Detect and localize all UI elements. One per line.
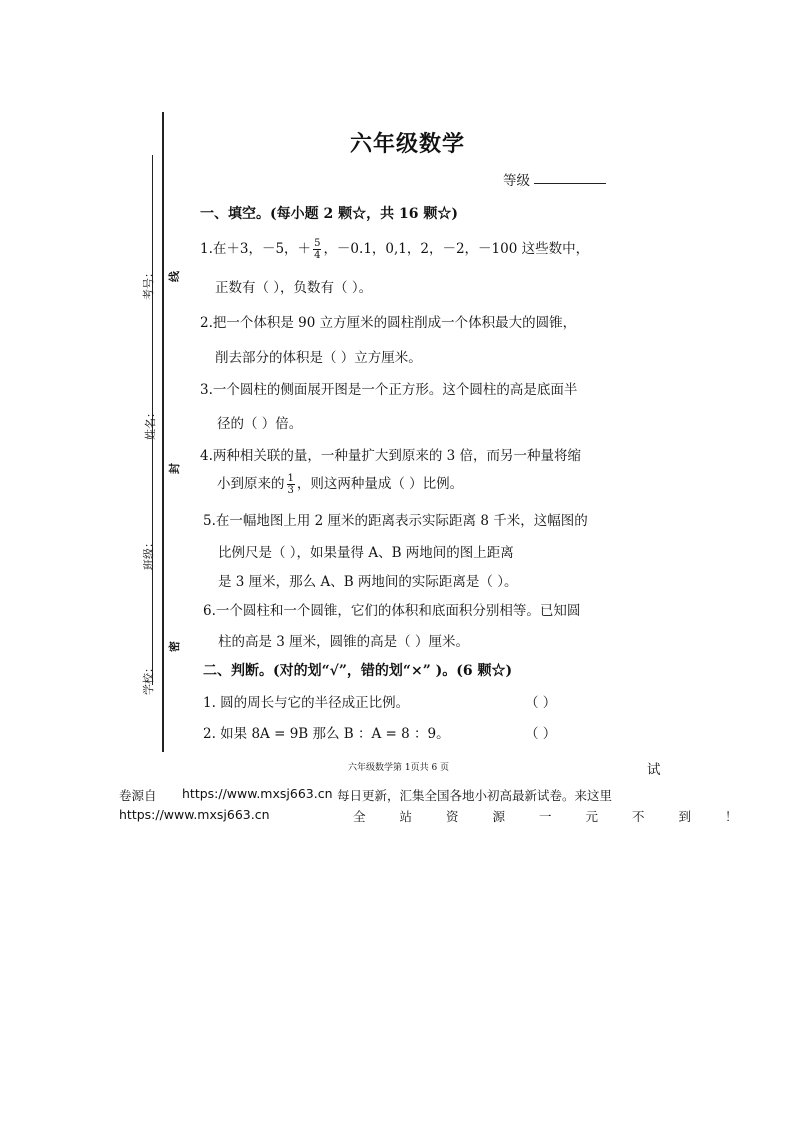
q6-line2: 柱的高是 3 厘米，圆锥的高是（ ）厘米。 bbox=[218, 634, 469, 650]
q1-text-a: 1.在＋3，－5，＋ bbox=[200, 241, 312, 257]
name-label: 姓名： bbox=[144, 407, 157, 440]
school-label: 学校： bbox=[142, 662, 155, 695]
frac-den: 3 bbox=[287, 485, 294, 496]
q4-line2 bbox=[217, 472, 463, 496]
q5-line2: 比例尺是（ ），如果量得 A、B 两地间的图上距离 bbox=[218, 545, 514, 561]
q4-text-b: ，则这两种量成（ ）比例。 bbox=[296, 476, 464, 492]
q2-line1: 2.把一个体积是 90 立方厘米的圆柱削成一个体积最大的圆锥， bbox=[200, 315, 577, 331]
section1-heading: 一、填空。(每小题 2 颗☆，共 16 颗☆) bbox=[200, 206, 458, 222]
judge-item-2-paren: （ ） bbox=[525, 726, 557, 742]
q1-line1 bbox=[200, 237, 589, 261]
banner-left-text: 卷源自 bbox=[119, 788, 157, 803]
frac-den: 4 bbox=[314, 250, 321, 261]
q4-line1: 4.两种相关联的量，一种量扩大到原来的 3 倍，而另一种量将缩 bbox=[200, 448, 582, 464]
frac-num: 5 bbox=[314, 238, 321, 249]
exam-no-label: 考号： bbox=[142, 267, 155, 300]
q2-line2: 削去部分的体积是（ ）立方厘米。 bbox=[215, 350, 422, 366]
binding-line-right bbox=[162, 112, 164, 752]
q1-line2: 正数有（ ），负数有（ ）。 bbox=[215, 280, 373, 296]
class-label: 班级： bbox=[142, 537, 155, 570]
judge-item-1: 1. 圆的周长与它的半径成正比例。 bbox=[203, 695, 410, 711]
banner-right-text: 每日更新，汇集全国各地小初高最新试卷。来这里 bbox=[337, 788, 613, 803]
footer-tail-char: 试 bbox=[647, 762, 661, 778]
banner-url[interactable]: https://www.mxsj663.cn bbox=[182, 786, 333, 801]
fraction-five-fourths bbox=[313, 238, 321, 261]
seal-mi: 密 bbox=[168, 641, 181, 652]
banner-slogan: 全站资源一元不到！ bbox=[353, 809, 772, 824]
judge-item-2: 2. 如果 8A = 9B 那么 B ：A = 8 ：9。 bbox=[203, 726, 450, 742]
q5-line1: 5.在一幅地图上用 2 厘米的距离表示实际距离 8 千米，这幅图的 bbox=[203, 513, 588, 529]
q3-line2: 径的（ ）倍。 bbox=[217, 416, 303, 432]
seal-feng: 封 bbox=[168, 463, 181, 474]
q5-line3: 是 3 厘米，那么 A、B 两地间的实际距离是（ ）。 bbox=[218, 574, 518, 590]
page-footer: 六年级数学第 1页共 6 页 bbox=[348, 763, 450, 773]
grade-label: 等级 bbox=[503, 173, 530, 189]
seal-xian: 线 bbox=[168, 271, 181, 282]
grade-blank-line bbox=[534, 183, 606, 184]
fraction-one-third bbox=[287, 473, 295, 496]
banner-url-2[interactable]: https://www.mxsj663.cn bbox=[119, 807, 270, 822]
section2-heading: 二、判断。(对的划“√”，错的划“×” )。(6 颗☆) bbox=[203, 663, 513, 679]
q3-line1: 3.一个圆柱的侧面展开图是一个正方形。这个圆柱的高是底面半 bbox=[200, 382, 578, 398]
frac-num: 1 bbox=[287, 473, 294, 484]
q4-text-a: 小到原来的 bbox=[217, 476, 285, 492]
page-title: 六年级数学 bbox=[350, 131, 466, 157]
judge-item-1-paren: （ ） bbox=[525, 695, 557, 711]
q1-text-b: ，－0.1，0,1，2，－2，－100 这些数中， bbox=[323, 241, 590, 257]
q6-line1: 6.一个圆柱和一个圆锥，它们的体积和底面积分别相等。已知圆 bbox=[203, 603, 581, 619]
